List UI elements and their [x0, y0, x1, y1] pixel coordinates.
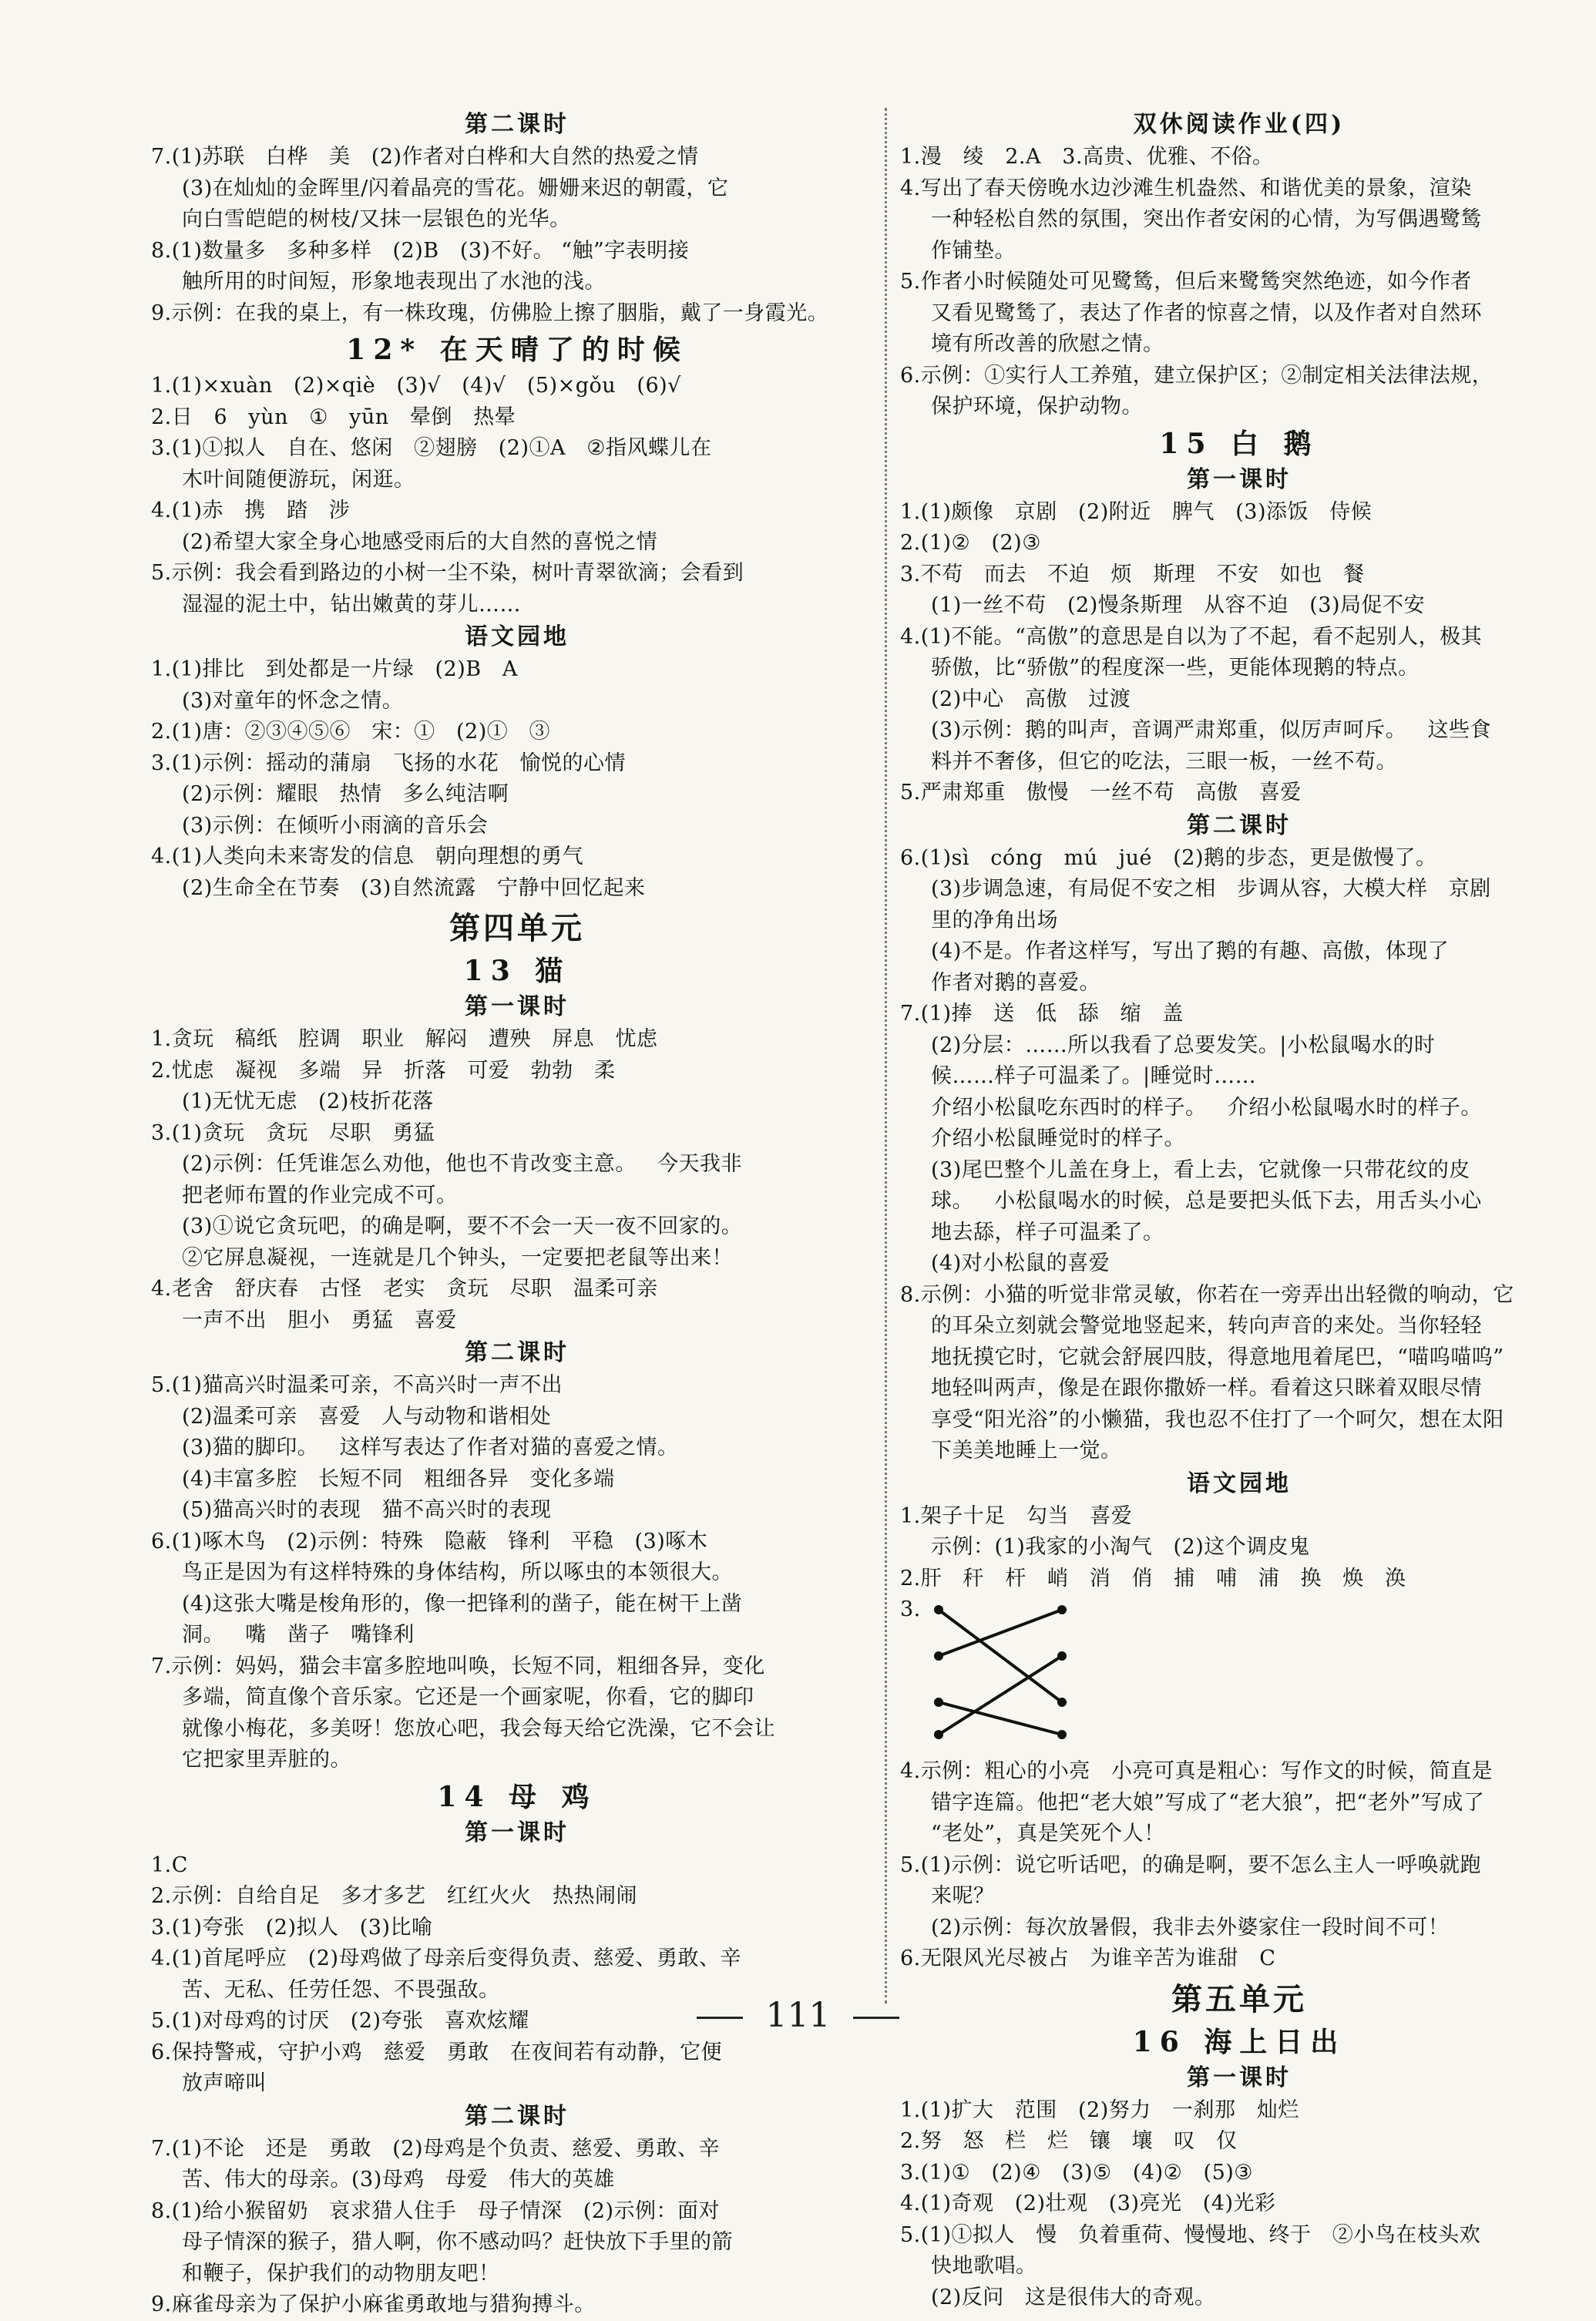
left-dot-3: [934, 1698, 943, 1707]
answer-line: 3.(1)① (2)④ (3)⑤ (4)② (5)③: [900, 2160, 1254, 2185]
answer-line-continued: 骄傲，比“骄傲”的程度深一些，更能体现鹅的特点。: [931, 656, 1420, 680]
answer-line: 5.(1)①拟人 慢 负着重荷、慢慢地、终于 ②小鸟在枝头欢: [900, 2222, 1481, 2247]
answer-line: 5.(1)猫高兴时温柔可亲，不高兴时一声不出: [151, 1373, 563, 1397]
answer-line-continued: (2)分层：……所以我看了总要发笑。|小松鼠喝水的时: [931, 1033, 1436, 1057]
answer-line: 6.保持警戒，守护小鸡 慈爱 勇敢 在夜间若有动静，它便: [151, 2040, 723, 2064]
answer-line: 8.(1)数量多 多种多样 (2)B (3)不好。 “触”字表明接: [151, 238, 690, 263]
answer-line: 1.架子十足 勾当 喜爱: [900, 1503, 1133, 1528]
answer-line: 5.(1)对母鸡的讨厌 (2)夸张 喜欢炫耀: [151, 2009, 529, 2033]
section-heading: 第二课时: [465, 1339, 570, 1366]
section-heading: 第二课时: [1187, 811, 1292, 839]
answer-line-continued: 的耳朵立刻就会警觉地竖起来，转向声音的来处。当你轻轻: [931, 1314, 1482, 1338]
answer-line-continued: 下美美地睡上一觉。: [931, 1439, 1122, 1463]
answer-line-continued: (1)无忧无虑 (2)枝折花落: [182, 1090, 434, 1113]
left-dot-1: [934, 1605, 943, 1614]
answer-line-continued: (4)这张大嘴是梭角形的，像一把锋利的凿子，能在树干上凿: [182, 1591, 743, 1616]
answer-line: 1.漫 绫 2.A 3.高贵、优雅、不俗。: [900, 145, 1274, 169]
matching-lines: [923, 1594, 1077, 1748]
right-dot-1: [1057, 1605, 1067, 1614]
answer-line: 3.(1)①拟人 自在、悠闲 ②翅膀 (2)①A ②指风蝶儿在: [151, 436, 712, 460]
answer-line: 1.(1)扩大 范围 (2)努力 一刹那 灿烂: [900, 2098, 1299, 2122]
answer-line: 1.C: [151, 1852, 188, 1877]
answer-line: 1.贪玩 稿纸 腔调 职业 解闷 遭殃 屏息 忧虑: [151, 1027, 658, 1051]
section-heading: 第一课时: [465, 993, 570, 1020]
answer-line: 4.(1)人类向未来寄发的信息 朝向理想的勇气: [151, 845, 584, 868]
answer-line: 3.(1)贪玩 贪玩 尽职 勇猛: [151, 1120, 435, 1145]
answer-line-continued: 地去舔，样子可温柔了。: [931, 1220, 1164, 1244]
answer-line-continued: 里的净角出场: [931, 908, 1058, 932]
answer-line-continued: 洞。 嘴 凿子 嘴锋利: [182, 1623, 415, 1647]
answer-line-continued: (2)示例：任凭谁怎么劝他，他也不肯改变主意。 今天我非: [182, 1152, 742, 1176]
answer-line: 3.(1)示例：摇动的蒲扇 飞扬的水花 愉悦的心情: [151, 751, 627, 775]
answer-line: 5.(1)示例：说它听话吧，的确是啊，要不怎么主人一呼唤就跑: [900, 1852, 1482, 1877]
answer-line-continued: (3)尾巴整个儿盖在身上，看上去，它就像一只带花纹的皮: [931, 1157, 1470, 1182]
left-dot-4: [934, 1730, 943, 1739]
answer-line-continued: 多端，简直像个音乐家。它还是一个画家呢，你看，它的脚印: [182, 1685, 754, 1709]
answer-line: 7.示例：妈妈，猫会丰富多腔地叫唤，长短不同，粗细各异，变化: [151, 1654, 765, 1678]
answer-line-continued: (2)希望大家全身心地感受雨后的大自然的喜悦之情: [182, 529, 658, 554]
answer-line-continued: 地抚摸它时，它就会舒展四肢，得意地甩着尾巴，“喵呜喵呜”: [931, 1345, 1504, 1369]
answer-line-continued: 把老师布置的作业完成不可。: [182, 1183, 458, 1208]
answer-line: 1.(1)颇像 京剧 (2)附近 脾气 (3)添饭 侍候: [900, 499, 1373, 524]
answer-line-continued: (2)示例：耀眼 热情 多么纯洁啊: [182, 782, 509, 806]
answer-line-continued: (2)温柔可亲 喜爱 人与动物和谐相处: [182, 1404, 552, 1429]
answer-line: 7.(1)不论 还是 勇敢 (2)母鸡是个负责、慈爱、勇敢、辛: [151, 2136, 720, 2161]
answer-line: 4.(1)奇观 (2)壮观 (3)亮光 (4)光彩: [900, 2192, 1276, 2215]
answer-line-continued: “老处”，真是笑死个人！: [931, 1822, 1165, 1846]
match-line-1: [939, 1610, 1062, 1702]
answer-line: 6.(1)sì cóng mú jué (2)鹅的步态，更是傲慢了。: [900, 845, 1437, 870]
answer-line-continued: (3)示例：鹅的叫声，音调严肃郑重，似厉声呵斥。 这些食: [931, 718, 1491, 742]
answer-line-continued: 球。 小松鼠喝水的时候，总是要把头低下去，用舌头小心: [931, 1189, 1482, 1213]
section-heading: 双休阅读作业(四): [1133, 111, 1346, 138]
match-line-4: [939, 1656, 1062, 1735]
page-number-dash-left: [697, 2017, 743, 2019]
answer-line: 2.日 6 yùn ① yūn 晕倒 热晕: [151, 405, 516, 429]
question-number: 3.: [900, 1597, 921, 1621]
answer-line: 2.努 怒 栏 烂 镶 壤 叹 仅: [900, 2129, 1238, 2153]
answer-line-continued: 木叶间随便游玩，闲逛。: [182, 467, 415, 492]
answer-line-continued: 介绍小松鼠睡觉时的样子。: [931, 1127, 1185, 1150]
answer-line: 1.(1)×xuàn (2)×qiè (3)√ (4)√ (5)×gǒu (6)√: [151, 374, 681, 398]
section-heading: 第二课时: [465, 2102, 570, 2130]
section-heading: 语文园地: [1187, 1470, 1292, 1497]
answer-line-continued: 鸟正是因为有这样特殊的身体结构，所以啄虫的本领很大。: [182, 1560, 733, 1584]
answer-line-continued: 作铺垫。: [931, 238, 1016, 263]
answer-line: 4.(1)首尾呼应 (2)母鸡做了母亲后变得负责、慈爱、勇敢、辛: [151, 1946, 741, 1970]
left-answer-column: [151, 108, 883, 2321]
answer-line-continued: (2)生命全在节奏 (3)自然流露 宁静中回忆起来: [182, 875, 646, 900]
section-heading: 第一课时: [1187, 465, 1292, 493]
answer-line-continued: 示例：(1)我家的小淘气 (2)这个调皮鬼: [931, 1535, 1310, 1559]
answer-line-continued: 候……样子可温柔了。|睡觉时……: [931, 1064, 1257, 1088]
answer-line: 8.示例：小猫的听觉非常灵敏，你若在一旁弄出出轻微的响动，它: [900, 1282, 1514, 1307]
answer-line: 2.肝 秆 杆 峭 消 俏 捕 哺 浦 换 焕 涣: [900, 1566, 1406, 1590]
answer-line-continued: (2)示例：每次放暑假，我非去外婆家住一段时间不可！: [931, 1915, 1450, 1940]
section-heading: 第一课时: [1187, 2064, 1292, 2091]
answer-line: 5.作者小时候随处可见鹭鸶，但后来鹭鸶突然绝迹，如今作者: [900, 270, 1472, 294]
answer-line: 2.(1)唐：②③④⑤⑥ 宋：① (2)① ③: [151, 720, 550, 744]
answer-line: 5.严肃郑重 傲慢 一丝不苟 高傲 喜爱: [900, 781, 1302, 804]
answer-line-continued: 享受“阳光浴”的小懒猫，我也忍不住打了一个呵欠，想在太阳: [931, 1407, 1504, 1432]
answer-line: 6.(1)啄木鸟 (2)示例：特殊 隐蔽 锋利 平稳 (3)啄木: [151, 1529, 708, 1553]
section-heading: 第一课时: [465, 1819, 570, 1846]
lesson-title: 13 猫: [463, 955, 571, 987]
answer-line: 3.不苟 而去 不迫 烦 斯理 不安 如也 餐: [900, 562, 1365, 586]
answer-line-continued: ②它屏息凝视，一连就是几个钟头，一定要把老鼠等出来！: [182, 1245, 733, 1270]
answer-line-continued: (2)反问 这是很伟大的奇观。: [931, 2285, 1216, 2309]
answer-line: 1.(1)排比 到处都是一片绿 (2)B A: [151, 657, 518, 681]
answer-line: 8.(1)给小猴留奶 哀求猎人住手 母子情深 (2)示例：面对: [151, 2198, 720, 2223]
answer-line-continued: 料并不奢侈，但它的吃法，三眼一板，一丝不苟。: [931, 749, 1397, 774]
answer-line-continued: (4)对小松鼠的喜爱: [931, 1251, 1110, 1275]
answer-line-continued: 湿湿的泥土中，钻出嫩黄的芽儿……: [182, 592, 521, 616]
answer-line: 2.(1)② (2)③: [900, 531, 1041, 555]
answer-line-continued: 又看见鹭鸶了，表达了作者的惊喜之情，以及作者对自然环: [931, 301, 1482, 325]
answer-line-continued: (5)猫高兴时的表现 猫不高兴时的表现: [182, 1498, 552, 1522]
answer-line-continued: (4)丰富多腔 长短不同 粗细各异 变化多端: [182, 1466, 615, 1491]
column-divider: [885, 108, 887, 2004]
answer-line-continued: 一种轻松自然的氛围，突出作者安闲的心情，为写偶遇鹭鸶: [931, 207, 1482, 231]
match-line-2: [939, 1610, 1062, 1656]
right-dot-3: [1057, 1698, 1067, 1707]
answer-line-continued: (3)对童年的怀念之情。: [182, 688, 404, 713]
answer-line: 6.无限风光尽被占 为谁辛苦为谁甜 C: [900, 1946, 1276, 1970]
answer-line-continued: 来呢？: [931, 1884, 995, 1908]
answer-line-continued: 保护环境，保护动物。: [931, 395, 1143, 418]
answer-line-continued: 境有所改善的欣慰之情。: [931, 332, 1164, 356]
answer-line: 9.示例：在我的桌上，有一株玫瑰，仿佛脸上擦了胭脂，戴了一身霞光。: [151, 301, 829, 325]
answer-line-continued: 放声啼叫: [182, 2071, 267, 2095]
answer-line: 4.(1)赤 携 踏 涉: [151, 499, 351, 522]
answer-line-continued: 母子情深的猴子，猎人啊，你不感动吗？赶快放下手里的箭: [182, 2230, 733, 2254]
answer-line-continued: (3)步调急速，有局促不安之相 步调从容，大模大样 京剧: [931, 877, 1491, 901]
lesson-title: 16 海上日出: [1132, 2025, 1346, 2058]
unit-title: 第五单元: [1171, 1980, 1307, 2017]
answer-line-continued: 介绍小松鼠吃东西时的样子。 介绍小松鼠喝水时的样子。: [931, 1095, 1482, 1120]
answer-line-continued: 就像小梅花，多美呀！您放心吧，我会每天给它洗澡，它不会让: [182, 1716, 775, 1741]
answer-line: 4.老舍 舒庆春 古怪 老实 贪玩 尽职 温柔可亲: [151, 1277, 658, 1301]
section-heading: 语文园地: [465, 623, 570, 650]
answer-line: 6.示例：①实行人工养殖，建立保护区；②制定相关法律法规，: [900, 363, 1494, 388]
answer-line-continued: (2)中心 高傲 过渡: [931, 687, 1131, 711]
answer-line-continued: 错字连篇。他把“老大娘”写成了“老大狼”，把“老外”写成了: [931, 1790, 1485, 1815]
answer-line-continued: (1)一丝不苟 (2)慢条斯理 从容不迫 (3)局促不安: [931, 593, 1425, 617]
answer-line-continued: 和鞭子，保护我们的动物朋友吧！: [182, 2261, 500, 2286]
answer-line-continued: (3)在灿灿的金晖里/闪着晶亮的雪花。姗姗来迟的朝霞，它: [182, 176, 729, 200]
answer-line: 4.示例：粗心的小亮 小亮可真是粗心：写作文的时候，简直是: [900, 1759, 1494, 1783]
answer-line-continued: 触所用的时间短，形象地表现出了水池的浅。: [182, 270, 606, 294]
answer-line-continued: (4)不是。作者这样写，写出了鹅的有趣、高傲，体现了: [931, 939, 1450, 963]
answer-line: 5.示例：我会看到路边的小树一尘不染，树叶青翠欲滴；会看到: [151, 561, 744, 585]
right-dot-2: [1057, 1651, 1067, 1661]
page-number-dash-right: [853, 2017, 899, 2019]
match-line-3: [939, 1702, 1062, 1735]
answer-line-continued: 向白雪皑皑的树枝/又抹一层银色的光华。: [182, 207, 571, 231]
page-number: [0, 1996, 1596, 2035]
lesson-title: 12* 在天晴了的时候: [346, 334, 688, 366]
right-dot-4: [1057, 1730, 1067, 1739]
section-heading: 第二课时: [465, 111, 570, 138]
lesson-title: 15 白 鹅: [1159, 427, 1319, 460]
answer-line-continued: 作者对鹅的喜爱。: [931, 970, 1100, 995]
answer-line-continued: (3)猫的脚印。 这样写表达了作者对猫的喜爱之情。: [182, 1436, 679, 1459]
answer-line: 2.忧虑 凝视 多端 异 折落 可爱 勃勃 柔: [151, 1058, 616, 1083]
left-dot-2: [934, 1651, 943, 1661]
answer-line: 9.麻雀母亲为了保护小麻雀勇敢地与猎狗搏斗。: [151, 2292, 596, 2316]
answer-line-continued: 快地歌唱。: [931, 2254, 1037, 2278]
answer-line: 7.(1)苏联 白桦 美 (2)作者对白桦和大自然的热爱之情: [151, 145, 699, 169]
answer-line-continued: 苦、伟大的母亲。(3)母鸡 母爱 伟大的英雄: [182, 2168, 615, 2192]
matching-diagram: [900, 1594, 1578, 1756]
answer-line-continued: (3)①说它贪玩吧，的确是啊，要不不会一天一夜不回家的。: [182, 1214, 743, 1238]
answer-line: 4.(1)不能。“高傲”的意思是自以为了不起，看不起别人，极其: [900, 624, 1483, 649]
answer-line-continued: 地轻叫两声，像是在跟你撒娇一样。看着这只眯着双眼尽情: [931, 1376, 1482, 1400]
answer-line-continued: 一声不出 胆小 勇猛 喜爱: [182, 1308, 457, 1332]
right-answer-column: [900, 108, 1578, 2313]
answer-line: 3.(1)夸张 (2)拟人 (3)比喻: [151, 1915, 433, 1940]
answer-line-continued: (3)示例：在倾听小雨滴的音乐会: [182, 813, 489, 838]
lesson-title: 14 母 鸡: [437, 1780, 597, 1813]
page-number-text: 111: [765, 1996, 831, 2035]
answer-line-continued: 它把家里弄脏的。: [182, 1748, 351, 1772]
answer-line: 7.(1)捧 送 低 舔 缩 盖: [900, 1002, 1184, 1026]
answer-line: 4.写出了春天傍晚水边沙滩生机盎然、和谐优美的景象，渲染: [900, 176, 1472, 200]
answer-line-continued: 苦、无私、任劳任怨、不畏强敌。: [182, 1977, 500, 2002]
unit-title: 第四单元: [449, 910, 585, 946]
answer-line: 2.示例：自给自足 多才多艺 红红火火 热热闹闹: [151, 1884, 638, 1908]
